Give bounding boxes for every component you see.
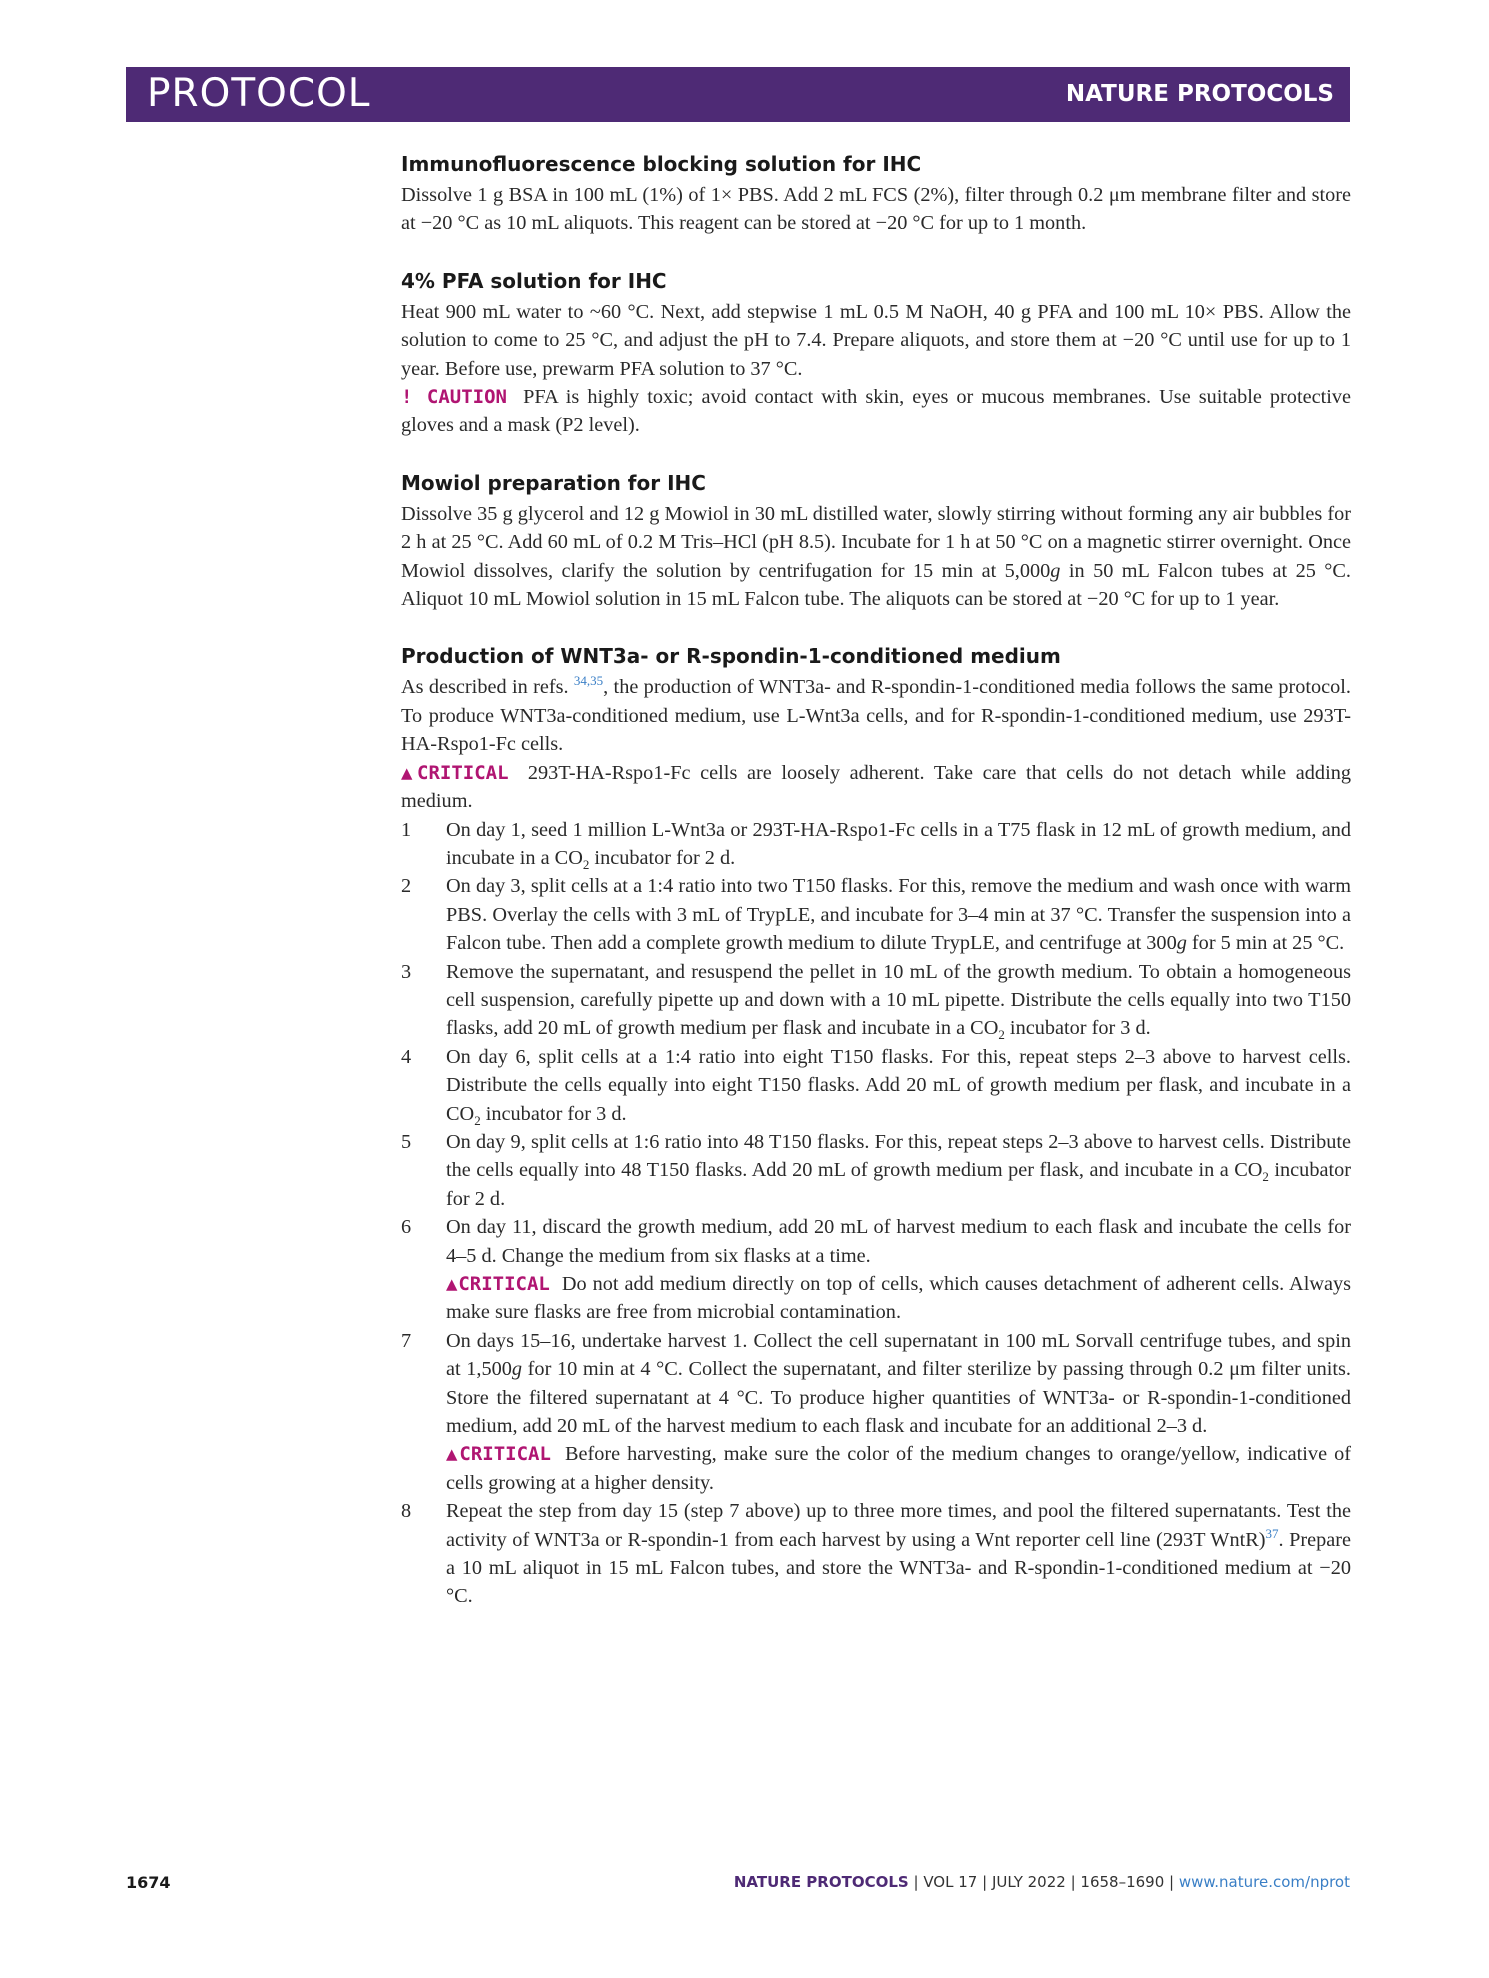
header-bar <box>126 67 1350 122</box>
section-pfa-solution <box>401 267 1351 440</box>
reference-link[interactable]: 37 <box>1265 1525 1279 1541</box>
step-item <box>401 1327 1351 1497</box>
paragraph: Dissolve 35 g glycerol and 12 g Mowiol in 30 mL distilled water, slowly stirring without forming any air bubbles for 2 h at 25 °C. Add 60 mL of 0.2 M Tris–HCl (pH 8.5). Incubate for 1 h at 50 °C on a magnetic stirrer overnight. Once Mowiol dissolves, clarify the solution by centrifugation for 15 min at 5,000g in 50 mL Falcon tubes at 25 °C. Aliquot 10 mL Mowiol solution in 15 mL Falcon tube. The aliquots can be stored at −20 °C for up to 1 year. <box>401 502 1351 611</box>
step-text: On day 9, split cells at 1:6 ratio into 48 T150 flasks. For this, repeat steps 2–3 above to harvest cells. Distribute the cells equally into 48 T150 flasks. Add 20 mL of growth medium per flask, and incubate in a $CO_2$ incubator for 2 d. <box>446 1130 1351 1210</box>
critical-note: ▲CRITICAL Do not add medium directly on top of cells, which causes detachment of adherent cells. Always make sure flasks are free from microbial contamination. <box>446 1273 1352 1324</box>
step-number: 2 <box>401 875 412 898</box>
main-content <box>401 150 1351 1640</box>
step-text: On day 3, split cells at a 1:4 ratio into two T150 flasks. For this, remove the medium and wash once with warm PBS. Overlay the cells with 3 mL of TrypLE, and incubate for 3–4 min at 37 °C. Transfer the suspension into a Falcon tube. Then add a complete growth medium to dilute TrypLE, and centrifuge at 300g for 5 min at 25 °C. <box>446 875 1351 955</box>
paragraph: Dissolve 1 g BSA in 100 mL (1%) of 1× PBS. Add 2 mL FCS (2%), filter through 0.2 μm membrane filter and store at −20 °C as 10 mL aliquots. This reagent can be stored at −20 °C for up to 1 month. <box>401 184 1351 235</box>
step-item <box>401 872 1351 957</box>
step-text: On day 6, split cells at a 1:4 ratio into eight T150 flasks. For this, repeat steps 2–3 above to harvest cells. Distribute the cells equally into eight T150 flasks. Add 20 mL of growth medium per flask, and incubate in a $CO_2$ incubator for 3 d. <box>446 1045 1351 1128</box>
section-conditioned-medium <box>401 642 1351 1610</box>
step-text: Remove the supernatant, and resuspend the pellet in 10 mL of the growth medium. To obtain a homogeneous cell suspension, carefully pipette up and down with a 10 mL pipette. Distribute the cells equally into two T150 flasks, add 20 mL of growth medium per flask and incubate in a $CO_2$ incubator for 3 d. <box>446 960 1351 1043</box>
critical-label: ▲CRITICAL <box>446 1443 551 1466</box>
paragraph: As described in refs. $^{34,35}$, the production of WNT3a- and R-spondin-1-conditioned media follows the same protocol. To produce WNT3a-conditioned medium, use L-Wnt3a cells, and for R-spondin-1-conditioned medium, use 293T-HA-Rspo1-Fc cells. <box>401 673 1351 756</box>
critical-label: ▲CRITICAL <box>401 761 509 784</box>
paragraph: Heat 900 mL water to ~60 °C. Next, add stepwise 1 mL 0.5 M NaOH, 40 g PFA and 100 mL 10× PBS. Allow the solution to come to 25 °C, and adjust the pH to 7.4. Prepare aliquots, and store them at −20 °C until use for up to 1 year. Before use, prewarm PFA solution to 37 °C. <box>401 300 1351 380</box>
section-heading: Immunofluorescence blocking solution for IHC <box>401 152 922 176</box>
section-heading: Production of WNT3a- or R-spondin-1-conditioned medium <box>401 644 1061 669</box>
step-text: Repeat the step from day 15 (step 7 above) up to three more times, and pool the filtered supernatants. Test the activity of WNT3a or R-spondin-1 from each harvest by using a Wnt reporter cell line (293T WntR)$^{37}$. Prepare a 10 mL aliquot in 15 mL Falcon tubes, and store the WNT3a- and R-spondin-1-conditioned medium at −20 °C. <box>446 1500 1352 1608</box>
step-item <box>401 816 1351 873</box>
caution-text: PFA is highly toxic; avoid contact with skin, eyes or mucous membranes. Use suitable protective gloves and a mask (P2 level). <box>401 386 1352 437</box>
section-label: PROTOCOL <box>147 71 371 116</box>
section-heading: 4% PFA solution for IHC <box>401 268 667 293</box>
step-number: 3 <box>401 960 412 983</box>
footer-date: JULY 2022 <box>991 1873 1066 1891</box>
footer-volume: VOL 17 <box>923 1873 978 1891</box>
step-text: On day 1, seed 1 million L-Wnt3a or 293T-HA-Rspo1-Fc cells in a T75 flask in 12 mL of growth medium, and incubate in a $CO_2$ incubator for 2 d. <box>446 818 1351 872</box>
step-number: 7 <box>401 1329 412 1352</box>
step-text: On days 15–16, undertake harvest 1. Collect the cell supernatant in 100 mL Sorvall centrifuge tubes, and spin at 1,500g for 10 min at 4 °C. Collect the supernatant, and filter sterilize by passing through 0.2 μm filter units. Store the filtered supernatant at 4 °C. To produce higher quantities of WNT3a- or R-spondin-1-conditioned medium, add 20 mL of the harvest medium to each flask and incubate for an additional 2–3 d. ▲CRITICAL Before harvesting, make sure the color of the medium changes to orange/yellow, indicative of cells growing at a higher density. <box>446 1327 1351 1497</box>
step-item <box>401 1043 1351 1128</box>
critical-label: ▲CRITICAL <box>446 1273 550 1295</box>
critical-note: ▲CRITICAL Before harvesting, make sure the color of the medium changes to orange/yellow, indicative of cells growing at a higher density. <box>446 1443 1351 1494</box>
caution-label: ! CAUTION <box>401 386 507 409</box>
critical-text: 293T-HA-Rspo1-Fc cells are loosely adherent. Take care that cells do not detach while adding medium. <box>401 761 1351 813</box>
step-number: 4 <box>401 1045 412 1068</box>
section-mowiol <box>401 469 1351 614</box>
step-number: 6 <box>401 1216 412 1239</box>
step-item <box>401 1497 1351 1611</box>
section-blocking-solution <box>401 150 1351 238</box>
step-number: 5 <box>401 1130 412 1153</box>
footer-citation: NATURE PROTOCOLS | VOL 17 | JULY 2022 | 1658–1690 | www.nature.com/nprot <box>733 1873 1350 1891</box>
reference-link[interactable]: 34,35 <box>573 673 604 689</box>
caution-note <box>401 383 1351 440</box>
footer-journal: NATURE PROTOCOLS <box>733 1873 909 1891</box>
footer-pages: 1658–1690 <box>1080 1873 1165 1891</box>
step-number: 1 <box>401 818 412 841</box>
step-item <box>401 958 1351 1043</box>
step-item <box>401 1128 1351 1213</box>
footer-url-link[interactable]: www.nature.com/nprot <box>1178 1873 1350 1891</box>
section-heading: Mowiol preparation for IHC <box>401 470 706 495</box>
step-number: 8 <box>401 1500 412 1523</box>
journal-name: NATURE PROTOCOLS <box>1065 81 1334 107</box>
step-list <box>401 816 1351 1611</box>
critical-note <box>401 759 1351 816</box>
step-item <box>401 1213 1351 1327</box>
page-number: 1674 <box>126 1873 171 1892</box>
step-text: On day 11, discard the growth medium, add 20 mL of harvest medium to each flask and incubate the cells for 4–5 d. Change the medium from six flasks at a time. ▲CRITICAL Do not add medium directly on top of cells, which causes detachment of adherent cells. Always make sure flasks are free from microbial contamination. <box>446 1213 1351 1327</box>
